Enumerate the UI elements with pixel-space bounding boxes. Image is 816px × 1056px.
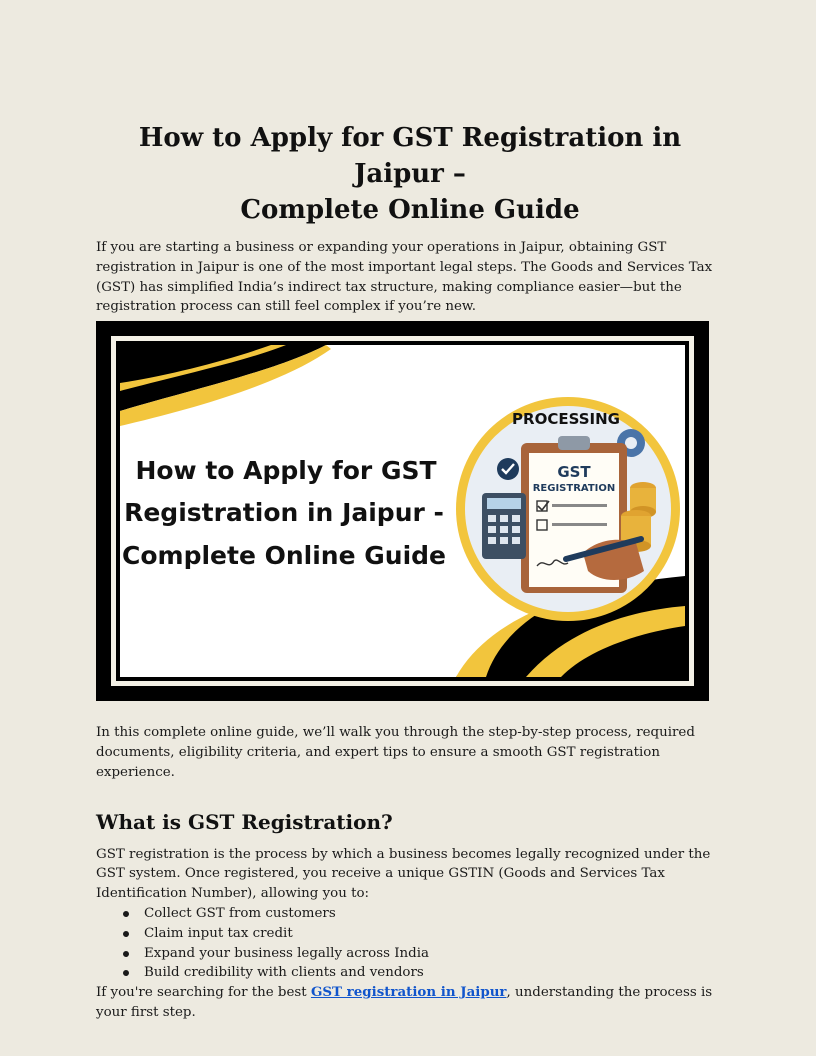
intro-paragraph: If you are starting a business or expanding your operations in Jaipur, obtaining GST registration in Jaipur is one of the most important legal steps. The Goods and Services Tax (GST) has simplified India’s indirect tax structure, making compliance easier—but the registration process can still feel complex if you’re new. (96, 240, 713, 315)
clipboard-title-registration: REGISTRATION (532, 483, 616, 495)
processing-label: PROCESSING (512, 410, 620, 429)
closing-paragraph (96, 983, 724, 1023)
banner-image (96, 321, 709, 701)
gst-illustration (456, 397, 680, 621)
title-line-2: Complete Online Guide (240, 195, 580, 225)
page-title (96, 120, 724, 228)
closing-text-after: , understanding the process is your first step. (96, 985, 713, 1020)
gst-registration-link[interactable]: GST registration in Jaipur (310, 984, 507, 1001)
clipboard-title-gst: GST (557, 463, 591, 482)
closing-text-before: If you're searching for the best (96, 985, 311, 1001)
document-page (96, 120, 724, 1023)
guide-overview-paragraph: In this complete online guide, we’ll walk you through the step-by-step process, required documents, eligibility criteria, and expert tips to ensure a smooth GST registration experience. (96, 725, 695, 780)
list-item: Build credibility with clients and vendors (144, 963, 724, 983)
section-paragraph: GST registration is the process by which a business becomes legally recognized under the GST system. Once registered, you receive a unique GSTIN (Goods and Services Tax Identification Number), allowing you to: (96, 846, 711, 902)
title-line-1: How to Apply for GST Registration in Jaipur – (138, 123, 682, 189)
banner-title-line-3: Complete Online Guide (122, 541, 446, 571)
banner-title-line-2: Registration in Jaipur - (124, 498, 444, 528)
banner-title-line-1: How to Apply for GST (135, 456, 437, 486)
list-item: Expand your business legally across India (144, 944, 724, 964)
banner-graphic (96, 321, 709, 701)
section-heading: What is GST Registration? (96, 809, 393, 834)
list-item: Claim input tax credit (144, 924, 724, 944)
benefits-list (96, 904, 724, 983)
list-item: Collect GST from customers (144, 904, 724, 924)
